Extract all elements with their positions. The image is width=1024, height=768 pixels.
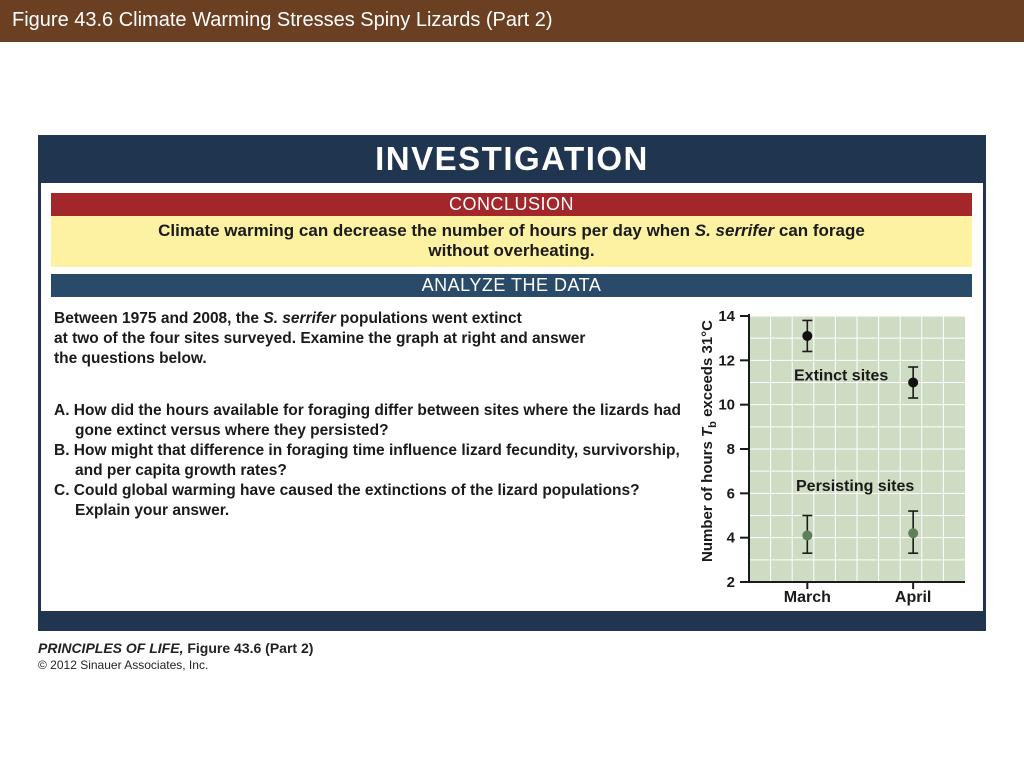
- conclusion-header: CONCLUSION: [51, 193, 972, 216]
- point-persisting-sites-march: [802, 530, 812, 540]
- y-label-t: T: [699, 427, 716, 437]
- conclusion-part1: Climate warming can decrease the number of hours per day when: [158, 221, 695, 240]
- y-tick-label-14: 14: [718, 308, 735, 325]
- y-tick-label-2: 2: [726, 574, 735, 591]
- intro-part1: Between 1975 and 2008, the: [54, 310, 264, 327]
- analyze-data-header: ANALYZE THE DATA: [51, 274, 972, 297]
- intro-paragraph: [54, 309, 684, 369]
- x-tick-label-april: April: [894, 589, 932, 606]
- question-list: [54, 401, 684, 521]
- question-a: A. How did the hours available for foraging differ between sites where the lizards had gone extinct versus where they persisted?: [54, 402, 682, 439]
- y-label-suffix: exceeds 31°C: [699, 320, 716, 422]
- conclusion-text: [51, 216, 972, 267]
- point-persisting-sites-april: [908, 528, 918, 538]
- conclusion-part2: can forage: [774, 221, 865, 240]
- question-b: B. How might that difference in foraging time influence lizard fecundity, survivorship, and per capita growth rates?: [54, 442, 680, 479]
- x-tick-label-march: March: [783, 589, 831, 606]
- y-label-subscript: b: [707, 421, 719, 428]
- conclusion-species: S. serrifer: [694, 221, 775, 240]
- intro-part2: populations went extinct: [335, 310, 522, 327]
- point-extinct-sites-april: [908, 378, 918, 388]
- question-c: C. Could global warming have caused the extinctions of the lizard populations? Explain your answer.: [54, 482, 640, 519]
- slide-title-bar: [0, 0, 1024, 42]
- legend-extinct-sites: Extinct sites: [794, 367, 889, 385]
- y-tick-label-12: 12: [718, 352, 735, 370]
- y-tick-label-8: 8: [726, 441, 735, 458]
- y-tick-label-6: 6: [726, 485, 735, 503]
- footer-figure: Figure 43.6 (Part 2): [183, 640, 314, 656]
- footer-copyright: © 2012 Sinauer Associates, Inc.: [38, 658, 209, 672]
- intro-line3: the questions below.: [54, 350, 207, 367]
- legend-persisting-sites: Persisting sites: [796, 478, 915, 496]
- point-extinct-sites-march: [802, 331, 812, 341]
- y-axis-label: [699, 320, 719, 562]
- intro-species: S. serrifer: [263, 310, 336, 327]
- y-tick-label-10: 10: [718, 396, 735, 414]
- slide-title: Figure 43.6 Climate Warming Stresses Spiny Lizards (Part 2): [12, 9, 553, 31]
- footer-credit: [38, 640, 313, 656]
- hours-chart: [690, 300, 975, 615]
- conclusion-line2: without overheating.: [428, 241, 595, 260]
- y-label-prefix: Number of hours: [699, 436, 716, 562]
- footer-book-title: PRINCIPLES OF LIFE,: [38, 640, 184, 656]
- intro-line2: at two of the four sites surveyed. Examine the graph at right and answer: [54, 330, 586, 347]
- y-tick-label-4: 4: [726, 529, 735, 547]
- investigation-heading: INVESTIGATION: [375, 140, 649, 177]
